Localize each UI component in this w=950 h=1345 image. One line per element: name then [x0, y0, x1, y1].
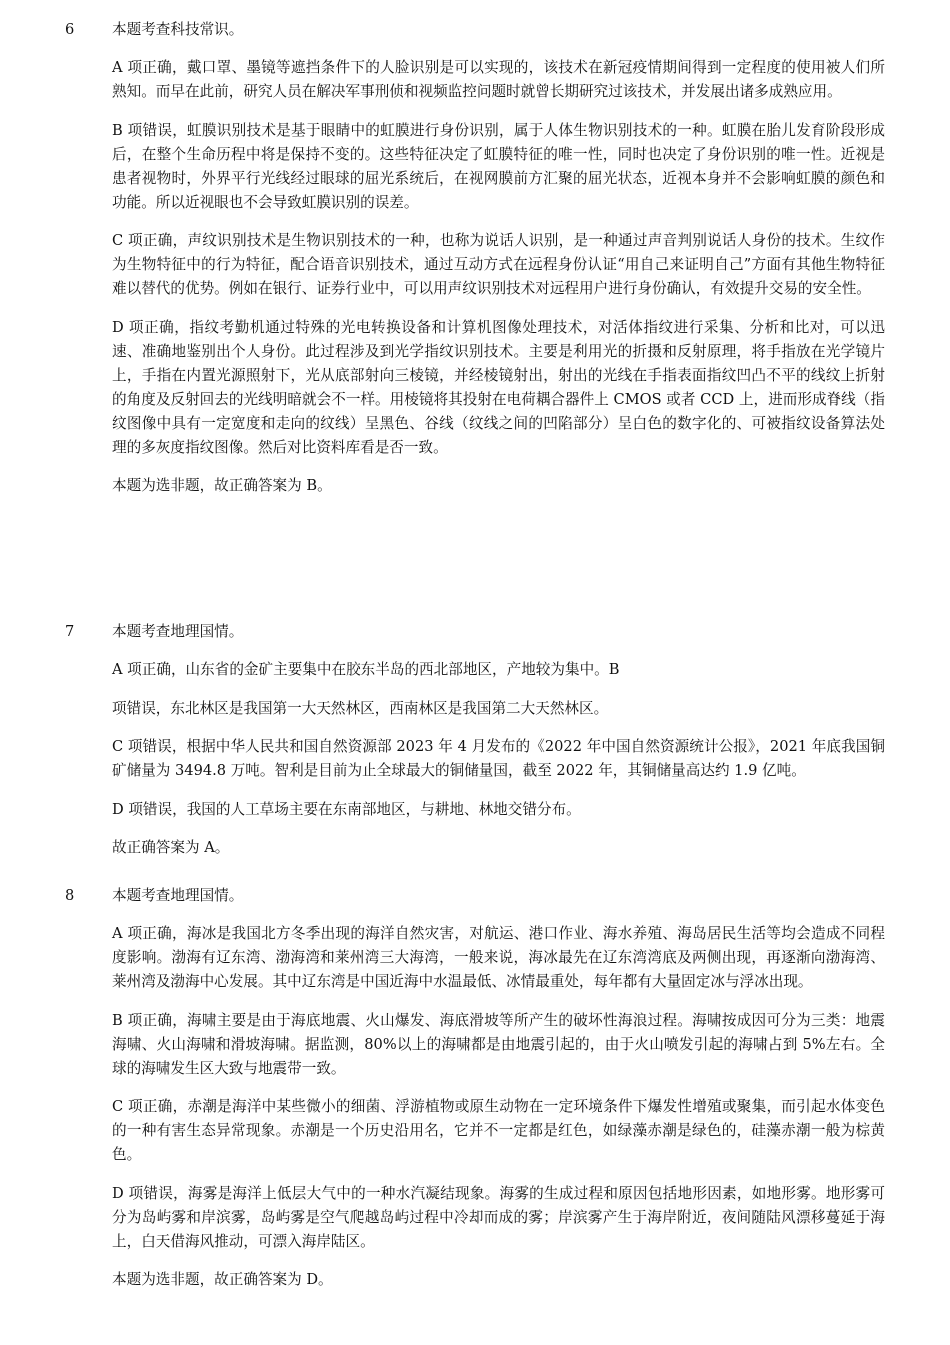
answer-conclusion: 本题为选非题，故正确答案为 B。: [112, 477, 332, 495]
option-b-explanation: B 项正确，海啸主要是由于海底地震、火山爆发、海底滑坡等所产生的破坏性海浪过程。海啸按成因可分为三类：地震海啸、火山海啸和滑坡海啸。据监测，80%以上的海啸都是由地震引起的，由于火山喷发引起的海啸占到 5%左右。全球的海啸发生区大致与地震带一致。: [112, 1011, 885, 1077]
question-number: 8: [65, 887, 75, 904]
option-a-explanation: A 项正确，海冰是我国北方冬季出现的海洋自然灾害，对航运、港口作业、海水养殖、海岛居民生活等均会造成不同程度影响。渤海有辽东湾、渤海湾和莱州湾三大海湾，一般来说，海冰最先在辽东湾湾底及两侧出现，再逐渐向渤海湾、莱州湾及渤海中心发展。其中辽东湾是中国近海中水温最低、冰情最重处，每年都有大量固定冰与浮冰出现。: [112, 925, 885, 990]
question-6: [65, 18, 885, 513]
answer-conclusion: 故正确答案为 A。: [112, 839, 230, 857]
question-7: [65, 620, 885, 875]
option-a-explanation: A 项正确，山东省的金矿主要集中在胶东半岛的西北部地区，产地较为集中。B: [112, 661, 620, 678]
option-a-explanation: A 项正确，戴口罩、墨镜等遮挡条件下的人脸识别是可以实现的，该技术在新冠疫情期间得到一定程度的使用被人们所熟知。而早在此前，研究人员在解决军事刑侦和视频监控问题时就曾长期研究过该技术，并发展出诸多成熟应用。: [112, 59, 885, 100]
question-topic: 本题考查科技常识。: [112, 21, 244, 38]
question-number: 7: [65, 623, 75, 640]
option-c-explanation: C 项正确，赤潮是海洋中某些微小的细菌、浮游植物或原生动物在一定环境条件下爆发性增殖或聚集，而引起水体变色的一种有害生态异常现象。赤潮是一个历史沿用名，它并不一定都是红色，如绿藻赤潮是绿色的，硅藻赤潮一般为棕黄色。: [112, 1098, 885, 1164]
question-8: [65, 884, 885, 1307]
question-topic: 本题考查地理国情。: [112, 887, 244, 904]
answer-conclusion: 本题为选非题，故正确答案为 D。: [112, 1271, 333, 1289]
option-b-explanation: B 项错误，虹膜识别技术是基于眼睛中的虹膜进行身份识别，属于人体生物识别技术的一种。虹膜在胎儿发育阶段形成后，在整个生命历程中将是保持不变的。这些特征决定了虹膜特征的唯一性，同时也决定了身份识别的唯一性。近视是患者视物时，外界平行光线经过眼球的屈光系统后，在视网膜前方汇聚的屈光状态，近视本身并不会影响虹膜的颜色和功能。所以近视眼也不会导致虹膜识别的误差。: [112, 121, 885, 211]
option-d-explanation: D 项正确，指纹考勤机通过特殊的光电转换设备和计算机图像处理技术，对活体指纹进行采集、分析和比对，可以迅速、准确地鉴别出个人身份。此过程涉及到光学指纹识别技术。主要是利用光的折摄和反射原理，将手指放在光学镜片上，手指在内置光源照射下，光从底部射向三棱镜，并经棱镜射出，射出的光线在手指表面指纹凹凸不平的线纹上折射的角度及反射回去的光线明暗就会不一样。用棱镜将其投射在电荷耦合器件上 CMOS 或者 CCD 上，进而形成脊线（指纹图像中具有一定宽度和走向的纹线）呈黑色、谷线（纹线之间的凹陷部分）呈白色的数字化的、可被指纹设备算法处理的多灰度指纹图像。然后对比资料库看是否一致。: [112, 318, 885, 456]
option-d-explanation: D 项错误，我国的人工草场主要在东南部地区，与耕地、林地交错分布。: [112, 800, 581, 818]
question-topic: 本题考查地理国情。: [112, 623, 244, 640]
option-c-explanation: C 项错误，根据中华人民共和国自然资源部 2023 年 4 月发布的《2022 年中国自然资源统计公报》，2021 年底我国铜矿储量为 3494.8 万吨。智利是目前为止全球最大的铜储量国，截至 2022 年，其铜储量高达约 1.9 亿吨。: [112, 738, 885, 780]
option-b-explanation: 项错误，东北林区是我国第一大天然林区，西南林区是我国第二大天然林区。: [112, 699, 609, 717]
question-number: 6: [65, 21, 75, 38]
option-c-explanation: C 项正确，声纹识别技术是生物识别技术的一种，也称为说话人识别，是一种通过声音判别说话人身份的技术。生纹作为生物特征中的行为特征，配合语音识别技术，通过互动方式在远程身份认证“用自己来证明自己”方面有其他生物特征难以替代的优势。例如在银行、证券行业中，可以用声纹识别技术对远程用户进行身份确认，有效提升交易的安全性。: [112, 232, 885, 298]
option-d-explanation: D 项错误，海雾是海洋上低层大气中的一种水汽凝结现象。海雾的生成过程和原因包括地形因素，如地形雾。地形雾可分为岛屿雾和岸滨雾，岛屿雾是空气爬越岛屿过程中冷却而成的雾；岸滨雾产生于海岸附近，夜间随陆风漂移蔓延于海上，白天借海风推动，可漂入海岸陆区。: [112, 1184, 885, 1250]
